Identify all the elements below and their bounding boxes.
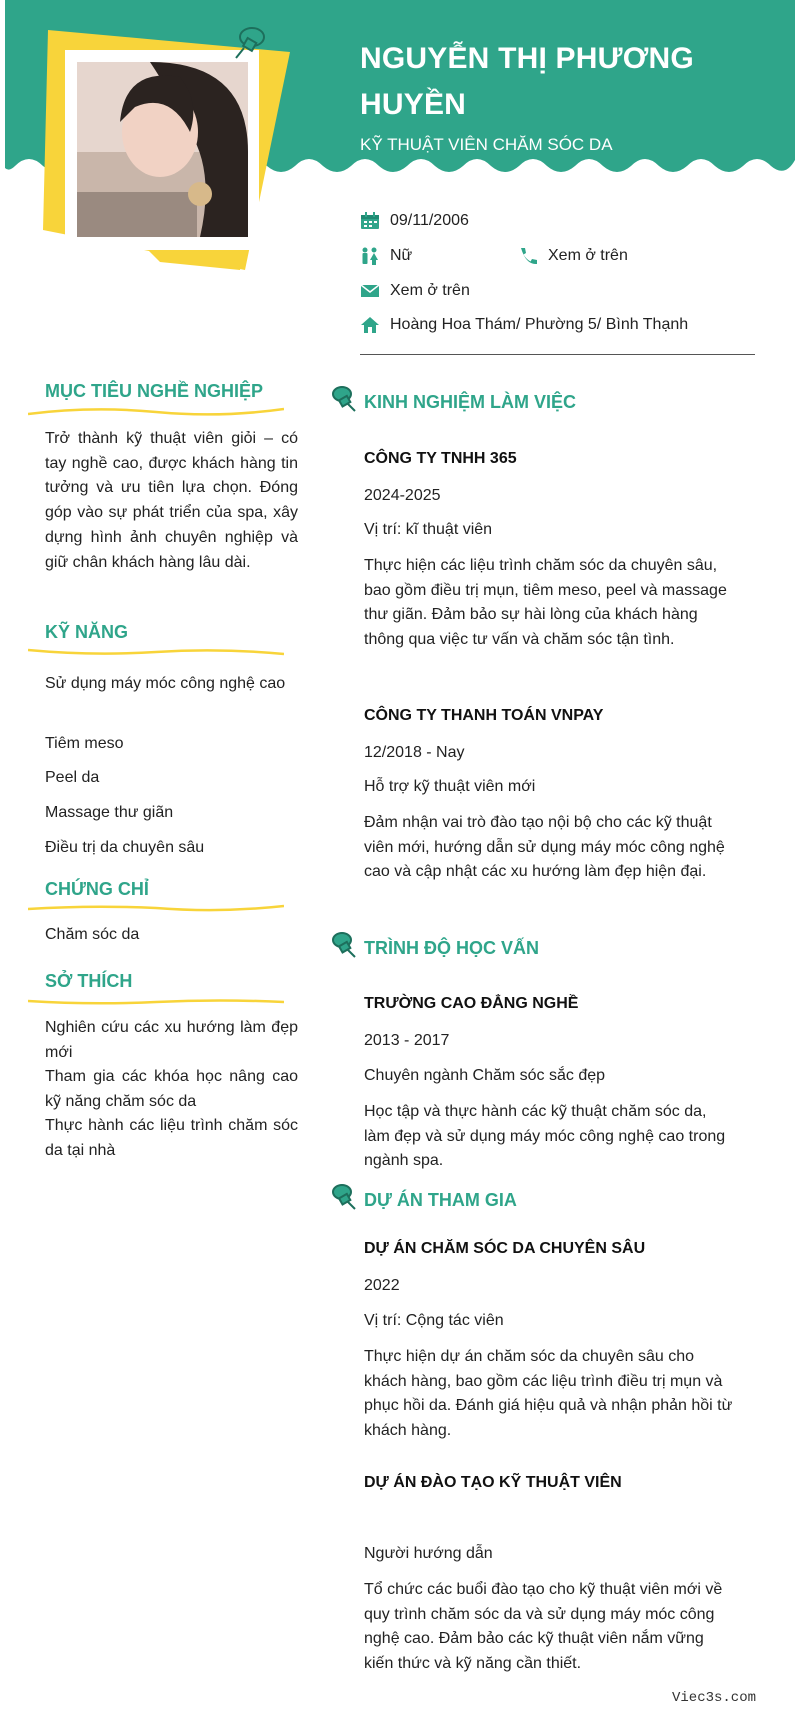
project-name: DỰ ÁN CHĂM SÓC DA CHUYÊN SÂU: [364, 1240, 646, 1257]
phone-text: Xem ở trên: [548, 247, 628, 264]
birthday-text: 09/11/2006: [390, 212, 469, 229]
skill-item: Peel da: [45, 769, 100, 786]
education-title: TRÌNH ĐỘ HỌC VẤN: [364, 938, 539, 958]
contact-email: [360, 282, 470, 300]
candidate-role: KỸ THUẬT VIÊN CHĂM SÓC DA: [360, 135, 613, 154]
skill-item: Tiêm meso: [45, 735, 124, 752]
pushpin-icon: [330, 1182, 356, 1210]
watermark: Viec3s.com: [672, 1690, 757, 1706]
education-desc: Học tập và thực hành các kỹ thuật chăm sóc da, làm đẹp và sử dụng máy móc công nghệ cao trong ngành spa.: [364, 1103, 726, 1170]
skills-underline: [28, 646, 284, 658]
objective-text: Trở thành kỹ thuật viên giỏi – có tay nghề cao, được khách hàng tin tưởng và ưu tiên lựa chọn. Đóng góp vào sự phát triển của spa, xây dựng hình ảnh chuyên nghiệp và giữ chân khách hàng lâu dài.: [45, 430, 298, 571]
cert-item: Chăm sóc da: [45, 926, 140, 943]
project-role: Vị trí: Cộng tác viên: [364, 1312, 504, 1329]
experience-company: CÔNG TY THANH TOÁN VNPAY: [364, 707, 604, 724]
cert-title: CHỨNG CHỈ: [45, 879, 149, 899]
skill-item: Sử dụng máy móc công nghệ cao: [45, 675, 286, 692]
contact-phone: [518, 247, 628, 265]
experience-position: Hỗ trợ kỹ thuật viên mới: [364, 778, 536, 795]
home-icon: [360, 316, 380, 334]
pushpin-icon: [330, 930, 356, 958]
gender-text: Nữ: [390, 247, 413, 264]
skills-title: KỸ NĂNG: [45, 622, 129, 642]
contact-gender: [360, 247, 412, 265]
hobby-item: Tham gia các khóa học nâng cao kỹ năng chăm sóc da: [45, 1068, 298, 1110]
project-desc: Thực hiện dự án chăm sóc da chuyên sâu cho khách hàng, bao gồm các liệu trình điều trị mụn và phục hồi da. Đánh giá hiệu quả và nhận phản hồi từ khách hàng.: [364, 1348, 733, 1439]
envelope-icon: [360, 282, 380, 300]
skill-item: Massage thư giãn: [45, 804, 174, 821]
objective-underline: [28, 406, 284, 418]
education-school: TRƯỜNG CAO ĐẲNG NGHỀ: [364, 995, 579, 1012]
phone-icon: [518, 247, 538, 265]
hobby-title: SỞ THÍCH: [45, 971, 133, 991]
profile-photo-frame: [40, 22, 300, 282]
experience-period: 2024-2025: [364, 487, 441, 504]
email-text: Xem ở trên: [390, 282, 470, 299]
calendar-icon: [360, 212, 380, 230]
pushpin-icon: [330, 384, 356, 412]
hobby-item: Nghiên cứu các xu hướng làm đẹp mới: [45, 1019, 298, 1061]
objective-title: MỤC TIÊU NGHỀ NGHIỆP: [45, 381, 264, 401]
gender-icon: [360, 247, 380, 265]
skill-item: Điều trị da chuyên sâu: [45, 839, 205, 856]
contact-address: [360, 316, 688, 334]
projects-title: DỰ ÁN THAM GIA: [364, 1190, 517, 1210]
experience-company: CÔNG TY TNHH 365: [364, 450, 517, 467]
candidate-name: NGUYỄN THỊ PHƯƠNG HUYỀN: [360, 42, 694, 121]
contact-birthday: [360, 212, 469, 230]
experience-position: Vị trí: kĩ thuật viên: [364, 521, 493, 538]
education-period: 2013 - 2017: [364, 1032, 450, 1049]
experience-title: KINH NGHIỆM LÀM VIỆC: [364, 392, 577, 412]
experience-desc: Đảm nhận vai trò đào tạo nội bộ cho các kỹ thuật viên mới, hướng dẫn sử dụng máy móc công nghệ cao và cập nhật các xu hướng làm đẹp hiện đại.: [364, 814, 725, 881]
experience-desc: Thực hiện các liệu trình chăm sóc da chuyên sâu, bao gồm điều trị mụn, tiêm meso, peel và massage thư giãn. Đảm bảo sự hài lòng của khách hàng thông qua việc tư vấn và chăm sóc tận tình.: [364, 557, 727, 648]
project-period: 2022: [364, 1277, 400, 1294]
pushpin-icon: [228, 22, 268, 62]
project-role: Người hướng dẫn: [364, 1545, 493, 1562]
project-desc: Tổ chức các buổi đào tạo cho kỹ thuật viên mới về quy trình chăm sóc da và sử dụng máy móc công nghệ cao. Đảm bảo các kỹ thuật viên nắm vững kiến thức và kỹ năng cần thiết.: [364, 1581, 723, 1672]
cert-underline: [28, 903, 284, 915]
hobby-item: Thực hành các liệu trình chăm sóc da tại nhà: [45, 1117, 298, 1159]
address-text: Hoàng Hoa Thám/ Phường 5/ Bình Thạnh: [390, 316, 689, 333]
contact-divider: [360, 354, 755, 355]
education-major: Chuyên ngành Chăm sóc sắc đẹp: [364, 1067, 606, 1084]
experience-period: 12/2018 - Nay: [364, 744, 465, 761]
project-name: DỰ ÁN ĐÀO TẠO KỸ THUẬT VIÊN: [364, 1474, 622, 1491]
hobby-underline: [28, 996, 284, 1008]
